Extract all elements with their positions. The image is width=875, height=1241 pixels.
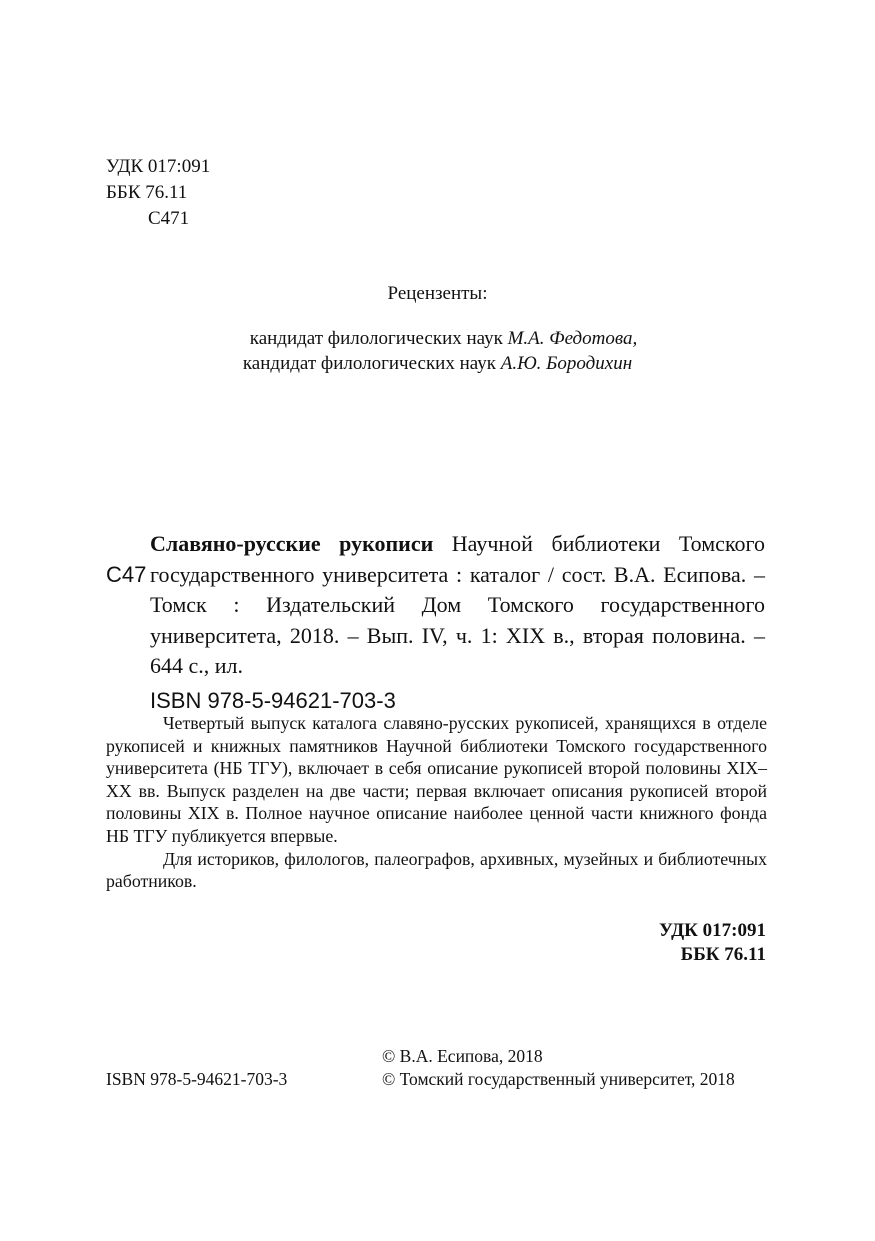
reviewer-line <box>0 351 875 377</box>
isbn-bottom: ISBN 978-5-94621-703-3 <box>106 1069 288 1089</box>
author-code-top: С471 <box>148 208 190 229</box>
annotation-paragraph: Для историков, филологов, палеографов, архивных, музейных и библиотечных работников. <box>106 848 767 892</box>
copyright-university: © Томский государственный университет, 2018 <box>382 1069 735 1089</box>
reviewer-degree: кандидат филологических наук <box>242 353 496 374</box>
reviewers-heading: Рецензенты: <box>387 283 488 304</box>
reviewer-degree: кандидат филологических наук <box>249 328 503 349</box>
bibliographic-record <box>150 529 765 682</box>
isbn-record: ISBN 978-5-94621-703-3 <box>150 688 396 713</box>
record-title: Славяно-русские рукописи <box>150 531 434 556</box>
udk-code-bottom: УДК 017:091 <box>659 920 766 941</box>
copyright-author: © В.А. Есипова, 2018 <box>382 1046 543 1066</box>
reviewer-name: А.Ю. Бородихин <box>500 353 633 374</box>
annotation <box>106 712 767 893</box>
bbk-code-bottom: ББК 76.11 <box>680 944 766 965</box>
udk-code-top: УДК 017:091 <box>106 156 211 177</box>
record-description: Научной библиотеки Томского государственного университета : каталог / сост. В.А. Есипова. – Томск : Издательский Дом Томского государственного университета, 2018. – Вып. IV, ч. 1: XIX в., вторая половина. – 644 с., ил. <box>150 531 765 678</box>
annotation-paragraph: Четвертый выпуск каталога славяно-русских рукописей, хранящихся в отделе рукописей и книжных памятников Научной библиотеки Томского государственного университета (НБ ТГУ), включает в себя описание рукописей второй половины XIX–XX вв. Выпуск разделен на две части; первая включает описания рукописей второй половины XIX в. Полное научное описание наиболее ценной части книжного фонда НБ ТГУ публикуется впервые. <box>106 713 767 846</box>
author-mark: С47 <box>106 562 147 587</box>
bbk-code-top: ББК 76.11 <box>106 182 188 203</box>
reviewer-name: М.А. Федотова, <box>507 328 638 349</box>
reviewer-line <box>0 326 875 352</box>
